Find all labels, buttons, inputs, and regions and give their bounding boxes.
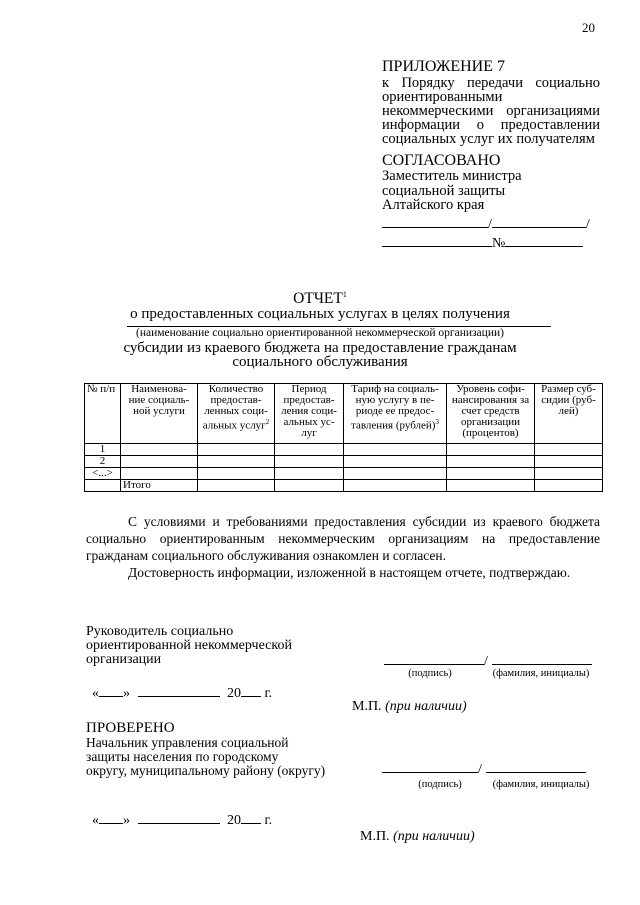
agreed-slash-end: / <box>585 216 590 232</box>
consent-paragraph: С условиями и требованиями предоставления субсидии из краевого бюджета социально ориентированным некоммерческим организациям на предоставление гражданам социального обслуживания ознакомлен и согласен. <box>86 514 600 563</box>
table-cell[interactable] <box>447 444 535 456</box>
agreed-position-line3: Алтайского края <box>382 197 485 213</box>
report-title-block <box>80 286 560 322</box>
table-cell[interactable] <box>535 468 603 480</box>
row-number: <...> <box>85 468 121 480</box>
agreed-position-line2: социальной защиты <box>382 182 506 199</box>
table-cell[interactable] <box>275 468 344 480</box>
report-title: ОТЧЕТ$^1$ <box>293 290 347 308</box>
agreed-slash: / <box>488 216 492 232</box>
table-total-row <box>85 480 603 492</box>
leader-year-field[interactable] <box>241 684 261 697</box>
checked-stamp: М.П. (при наличии) <box>360 829 475 844</box>
checked-date: « » 20 г. <box>92 813 273 828</box>
table-row <box>85 456 603 468</box>
leader-line2: ориентированной некоммерческой <box>86 638 292 653</box>
appendix-text: к Порядку передачи социально ориентированными некоммерческими организациями информации о предоставлении социальных услуг их получателям <box>382 75 600 147</box>
table-cell[interactable] <box>535 444 603 456</box>
header-tariff: Тариф на социаль-ную услугу в пе-риоде ее предос-тавления (рублей)$^3$ <box>344 384 447 444</box>
table-header-row <box>85 384 603 444</box>
leader-day-field[interactable] <box>99 684 123 697</box>
report-footnote: 1 <box>342 290 347 299</box>
header-subsidy: Размер суб-сидии (руб-лей) <box>535 384 603 444</box>
checked-year-field[interactable] <box>241 811 261 824</box>
table-cell[interactable] <box>121 468 198 480</box>
checked-signature-label: (подпись) <box>418 779 462 790</box>
agreed-title: СОГЛАСОВАНО <box>382 152 501 169</box>
checked-line2: защиты населения по городскому <box>86 749 279 764</box>
table-cell[interactable] <box>447 456 535 468</box>
table-cell[interactable] <box>344 444 447 456</box>
checked-signature-field[interactable] <box>382 760 478 773</box>
table-cell[interactable] <box>447 480 535 492</box>
agreed-number-field[interactable] <box>505 234 583 247</box>
table-cell[interactable] <box>535 480 603 492</box>
table-cell[interactable] <box>198 456 275 468</box>
header-quantity: Количество предостав-ленных соци-альных услуг$^2$ <box>198 384 275 444</box>
table-cell[interactable] <box>198 480 275 492</box>
table-cell[interactable] <box>198 444 275 456</box>
leader-date: « » 20 г. <box>92 686 273 701</box>
agreed-block <box>382 152 600 252</box>
table-cell[interactable] <box>275 444 344 456</box>
leader-month-field[interactable] <box>138 684 220 697</box>
checked-month-field[interactable] <box>138 811 220 824</box>
table-cell <box>85 480 121 492</box>
org-name-hint: (наименование социально ориентированной некоммерческой организации) <box>136 327 504 339</box>
table-cell[interactable] <box>121 444 198 456</box>
header-number: № п/п <box>85 384 121 444</box>
agreed-name-field[interactable] <box>492 215 586 228</box>
checked-day-field[interactable] <box>99 811 123 824</box>
table-cell[interactable] <box>344 480 447 492</box>
agreed-date-number-line <box>382 234 600 252</box>
table-cell[interactable] <box>535 456 603 468</box>
checked-block <box>86 720 356 778</box>
leader-line3: организации <box>86 652 162 667</box>
page-number: 20 <box>582 20 595 35</box>
leader-signature-label: (подпись) <box>408 668 452 679</box>
agreed-number-sign: № <box>492 236 506 251</box>
leader-stamp: М.П. (при наличии) <box>352 699 467 714</box>
header-period: Период предостав-ления соци-альных ус-луг <box>275 384 344 444</box>
table-cell[interactable] <box>275 480 344 492</box>
table-row <box>85 468 603 480</box>
leader-name-field[interactable] <box>492 652 592 665</box>
total-label: Итого <box>121 480 198 492</box>
leader-line1: Руководитель социально <box>86 624 234 639</box>
checked-title: ПРОВЕРЕНО <box>86 720 175 736</box>
appendix-title: ПРИЛОЖЕНИЕ 7 <box>382 58 506 75</box>
checked-line1: Начальник управления социальной <box>86 735 289 750</box>
services-table <box>84 383 603 492</box>
table-row <box>85 444 603 456</box>
agreed-signature-line <box>382 215 600 233</box>
table-cell[interactable] <box>344 468 447 480</box>
table-cell[interactable] <box>121 456 198 468</box>
agreed-position-line1: Заместитель министра <box>382 168 522 184</box>
leader-block <box>86 625 346 667</box>
leader-signature-field[interactable] <box>384 652 484 665</box>
agreed-date-field[interactable] <box>382 234 492 247</box>
appendix-block <box>382 59 600 146</box>
header-cofinancing: Уровень софи-нансирования за счет средств организации (процентов) <box>447 384 535 444</box>
table-cell[interactable] <box>344 456 447 468</box>
checked-line3: округу, муниципальному району (округу) <box>86 763 326 778</box>
leader-name-label: (фамилия, инициалы) <box>492 668 590 679</box>
agreed-signature-field[interactable] <box>382 215 488 228</box>
row-number: 2 <box>85 456 121 468</box>
table-cell[interactable] <box>275 456 344 468</box>
table-cell[interactable] <box>447 468 535 480</box>
checked-signature-lines: / <box>382 760 598 778</box>
header-service-name: Наименова-ние социаль-ной услуги <box>121 384 198 444</box>
checked-name-field[interactable] <box>486 760 586 773</box>
confirmation-paragraph: Достоверность информации, изложенной в настоящем отчете, подтверждаю. <box>128 565 571 580</box>
leader-signature-lines: / <box>384 652 600 670</box>
checked-name-label: (фамилия, инициалы) <box>492 779 590 790</box>
report-subtitle2: субсидии из краевого бюджета на предоставление гражданам социального обслуживания <box>123 340 517 370</box>
row-number: 1 <box>85 444 121 456</box>
table-cell[interactable] <box>198 468 275 480</box>
report-subtitle: о предоставленных социальных услугах в целях получения <box>130 306 510 323</box>
